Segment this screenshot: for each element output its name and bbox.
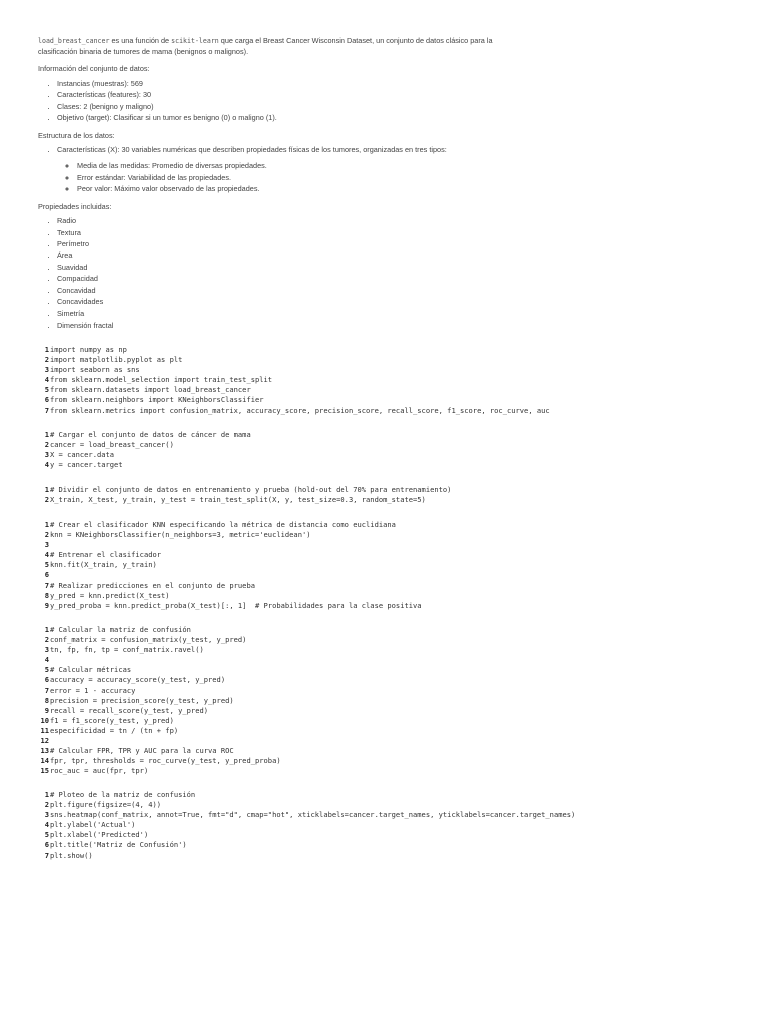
code-line (38, 570, 738, 580)
line-number: 15 (40, 766, 49, 776)
line-number: 7 (44, 580, 49, 590)
code-text: tn, fp, fn, tp = conf_matrix.ravel() (50, 645, 204, 655)
code-line (38, 520, 738, 530)
info-item: • Instancias (muestras): 569 (57, 78, 738, 90)
line-number: 3 (44, 810, 49, 820)
code-line (38, 800, 738, 810)
line-number: 6 (44, 675, 49, 685)
code-text: plt.ylabel('Actual') (50, 820, 136, 830)
line-number: 4 (44, 820, 49, 830)
line-number: 13 (40, 746, 49, 756)
code-line (38, 675, 738, 685)
info-item: • Características (features): 30 (57, 89, 738, 101)
code-text: import numpy as np (50, 345, 127, 354)
code-line (38, 665, 738, 675)
intro-text-a: es una función de (109, 36, 172, 45)
code-block-split[interactable] (38, 485, 738, 505)
code-block-metrics[interactable] (38, 625, 738, 776)
line-number: 5 (44, 560, 49, 570)
code-text: # Ploteo de la matriz de confusión (50, 790, 196, 799)
code-line (38, 591, 738, 601)
code-text: import matplotlib.pyplot as plt (50, 355, 183, 365)
code-text: plt.figure(figsize=(4, 4)) (50, 800, 162, 810)
line-number: 6 (44, 570, 49, 580)
line-number: 8 (44, 590, 49, 600)
code-text: # Entrenar el clasificador (50, 550, 162, 560)
code-line (38, 635, 738, 645)
code-line (38, 746, 738, 756)
code-line (38, 766, 738, 776)
code-text: plt.show() (50, 850, 93, 860)
code-line (38, 485, 738, 495)
code-text: # Dividir el conjunto de datos en entrenamiento y prueba (hold-out del 70% para entrenamiento) (50, 485, 452, 494)
intro-text-c: clasificación binaria de tumores de mama (benignos o malignos). (38, 46, 249, 56)
code-line (38, 625, 738, 635)
code-line (38, 440, 738, 450)
line-number: 8 (44, 695, 49, 705)
line-number: 6 (44, 840, 49, 850)
code-line (38, 840, 738, 850)
line-number: 1 (44, 790, 49, 799)
code-text: precision = precision_score(y_test, y_pred) (50, 695, 234, 705)
code-text: plt.xlabel('Predicted') (50, 830, 149, 840)
property-item: • Concavidad (57, 285, 738, 297)
line-number: 5 (44, 830, 49, 840)
code-line (38, 645, 738, 655)
info-heading: Información del conjunto de datos: (38, 64, 150, 73)
code-line (38, 385, 738, 395)
code-line (38, 395, 738, 405)
line-number: 7 (44, 685, 49, 695)
code-line (38, 851, 738, 861)
intro-paragraph (38, 36, 738, 57)
line-number: 2 (44, 355, 49, 365)
structure-item-text: Características (X): 30 variables numéricas que describen propiedades físicas de los tumores, organizadas en tres tipos: (57, 145, 447, 155)
code-block-load-data[interactable] (38, 430, 738, 470)
code-text: sns.heatmap(conf_matrix, annot=True, fmt="d", cmap="hot", xticklabels=cancer.target_names, yticklabels=cancer.target_names) (50, 810, 576, 820)
code-line (38, 655, 738, 665)
line-number: 4 (44, 460, 49, 470)
structure-sublist (57, 160, 738, 195)
code-line (38, 355, 738, 365)
line-number: 10 (40, 715, 49, 725)
code-text: from sklearn.neighbors import KNeighborsClassifier (50, 395, 264, 405)
code-text: y_pred_proba = knn.predict_proba(X_test)[:, 1] # Probabilidades para la clase positiva (50, 600, 422, 610)
code-text: import seaborn as sns (50, 365, 140, 375)
structure-list (38, 144, 738, 194)
code-line (38, 601, 738, 611)
info-list (38, 78, 738, 124)
code-text: # Calcular FPR, TPR y AUC para la curva ROC (50, 746, 234, 756)
line-number: 9 (44, 600, 49, 610)
property-item: • Perímetro (57, 238, 738, 250)
code-line (38, 581, 738, 591)
line-number: 1 (44, 520, 49, 529)
structure-item (57, 144, 738, 194)
code-line (38, 460, 738, 470)
code-line (38, 550, 738, 560)
code-text: # Cargar el conjunto de datos de cáncer de mama (50, 430, 251, 439)
code-text: especificidad = tn / (tn + fp) (50, 725, 179, 735)
property-item: • Textura (57, 227, 738, 239)
structure-heading: Estructura de los datos: (38, 130, 115, 140)
line-number: 1 (44, 345, 49, 354)
line-number: 7 (44, 405, 49, 415)
info-item: • Objetivo (target): Clasificar si un tumor es benigno (0) o maligno (1). (57, 112, 738, 124)
code-text: fpr, tpr, thresholds = roc_curve(y_test, y_pred_proba) (50, 756, 281, 766)
line-number: 3 (44, 365, 49, 375)
code-text: X_train, X_test, y_train, y_test = train_test_split(X, y, test_size=0.3, random_state=5) (50, 495, 426, 505)
code-line (38, 365, 738, 375)
line-number: 2 (44, 440, 49, 450)
code-text: knn.fit(X_train, y_train) (50, 560, 157, 570)
property-item: • Área (57, 250, 738, 262)
code-line (38, 686, 738, 696)
line-number: 2 (44, 635, 49, 645)
line-number: 5 (44, 665, 49, 675)
code-line (38, 706, 738, 716)
line-number: 3 (44, 540, 49, 550)
line-number: 5 (44, 385, 49, 395)
code-line (38, 696, 738, 706)
property-item: • Compacidad (57, 273, 738, 285)
line-number: 12 (40, 736, 49, 746)
code-line (38, 830, 738, 840)
code-text: knn = KNeighborsClassifier(n_neighbors=3, metric='euclidean') (50, 530, 311, 540)
code-text: plt.title('Matriz de Confusión') (50, 840, 187, 850)
code-line (38, 495, 738, 505)
line-number: 2 (44, 530, 49, 540)
code-text: accuracy = accuracy_score(y_test, y_pred) (50, 675, 226, 685)
code-line (38, 756, 738, 766)
code-text: from sklearn.datasets import load_breast_cancer (50, 385, 251, 395)
property-item: • Dimensión fractal (57, 320, 738, 332)
code-text: # Calcular métricas (50, 665, 132, 675)
code-text: cancer = load_breast_cancer() (50, 440, 174, 450)
notes-section (38, 36, 738, 331)
code-text: y = cancer.target (50, 460, 123, 470)
property-item: • Radio (57, 215, 738, 227)
properties-heading: Propiedades incluidas: (38, 201, 112, 211)
code-text: from sklearn.metrics import confusion_matrix, accuracy_score, precision_score, recall_score, f1_score, roc_curve, auc (50, 405, 550, 415)
line-number: 4 (44, 375, 49, 385)
code-line (38, 736, 738, 746)
structure-subitem: ◦ Media de las medidas: Promedio de diversas propiedades. (77, 160, 738, 172)
code-block-imports[interactable] (38, 345, 738, 416)
code-line (38, 810, 738, 820)
properties-list (38, 215, 738, 331)
code-line (38, 540, 738, 550)
code-text: from sklearn.model_selection import train_test_split (50, 375, 273, 385)
code-line (38, 530, 738, 540)
line-number: 4 (44, 655, 49, 665)
property-item: • Suavidad (57, 262, 738, 274)
code-block-plot[interactable] (38, 790, 738, 861)
code-text: roc_auc = auc(fpr, tpr) (50, 766, 149, 776)
line-number: 14 (40, 756, 49, 766)
code-text: f1 = f1_score(y_test, y_pred) (50, 715, 174, 725)
structure-subitem: ◦ Error estándar: Variabilidad de las propiedades. (77, 172, 738, 184)
property-item: • Concavidades (57, 296, 738, 308)
code-line (38, 560, 738, 570)
intro-code-term: load_breast_cancer (38, 37, 110, 45)
line-number: 2 (44, 495, 49, 505)
code-line (38, 345, 738, 355)
line-number: 1 (44, 430, 49, 439)
code-line (38, 716, 738, 726)
code-text: # Calcular la matriz de confusión (50, 625, 191, 634)
code-line (38, 726, 738, 736)
line-number: 3 (44, 450, 49, 460)
code-text: recall = recall_score(y_test, y_pred) (50, 705, 209, 715)
structure-subitem: ◦ Peor valor: Máximo valor observado de las propiedades. (77, 183, 738, 195)
line-number: 4 (44, 550, 49, 560)
line-number: 1 (44, 485, 49, 494)
intro-text-b: que carga el Breast Cancer Wisconsin Dataset, un conjunto de datos clásico para la (218, 36, 493, 45)
code-text: conf_matrix = confusion_matrix(y_test, y_pred) (50, 635, 247, 645)
line-number: 11 (40, 725, 49, 735)
info-item: • Clases: 2 (benigno y maligno) (57, 101, 738, 113)
intro-code-lib: scikit-learn (171, 37, 219, 45)
code-line (38, 430, 738, 440)
line-number: 1 (44, 625, 49, 634)
property-item: • Simetría (57, 308, 738, 320)
code-text: X = cancer.data (50, 450, 115, 460)
code-text: # Realizar predicciones en el conjunto de prueba (50, 580, 255, 590)
code-line (38, 375, 738, 385)
code-text: error = 1 - accuracy (50, 685, 136, 695)
code-line (38, 820, 738, 830)
line-number: 9 (44, 705, 49, 715)
code-text: # Crear el clasificador KNN especificando la métrica de distancia como euclidiana (50, 520, 396, 529)
code-line (38, 450, 738, 460)
line-number: 2 (44, 800, 49, 810)
code-line (38, 406, 738, 416)
line-number: 6 (44, 395, 49, 405)
line-number: 7 (44, 850, 49, 860)
code-text: y_pred = knn.predict(X_test) (50, 590, 170, 600)
code-block-knn[interactable] (38, 520, 738, 611)
line-number: 3 (44, 645, 49, 655)
code-line (38, 790, 738, 800)
